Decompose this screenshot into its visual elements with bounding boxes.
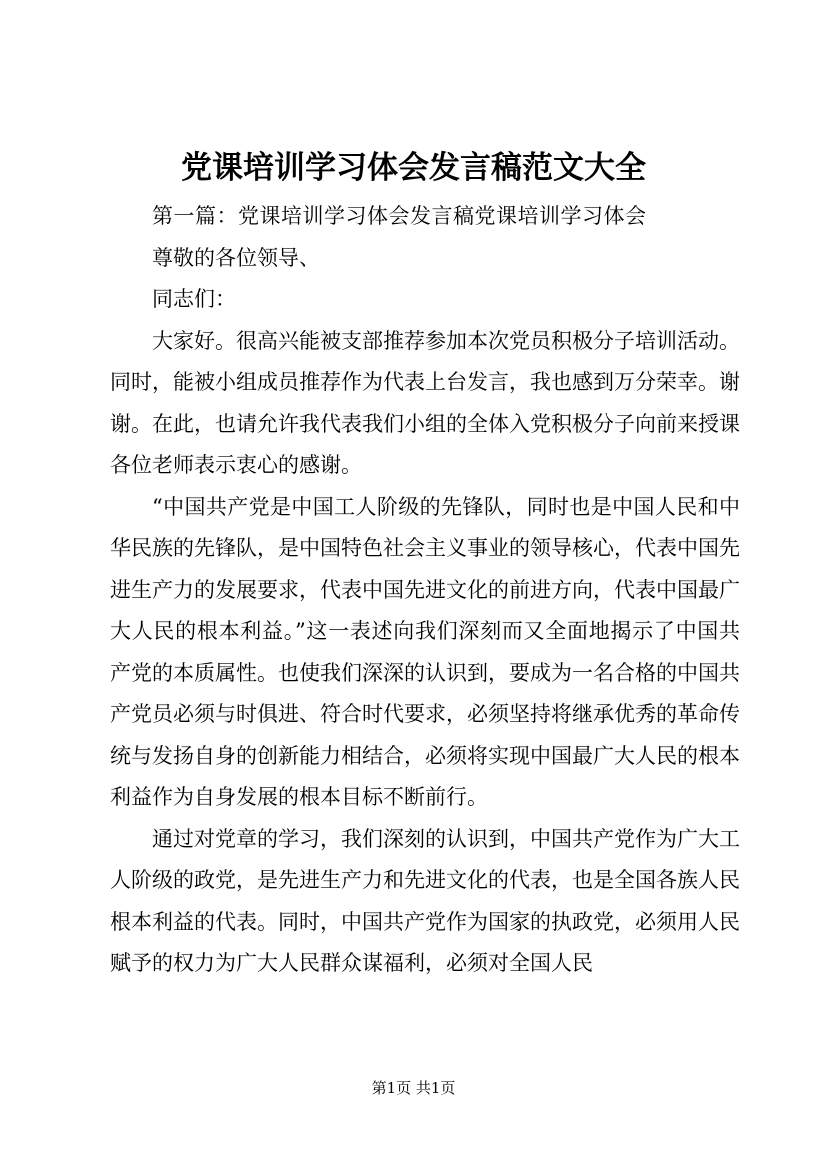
section-heading: 第一篇：党课培训学习体会发言稿党课培训学习体会: [152, 204, 647, 228]
document-title: 党课培训学习体会发言稿范文大全: [181, 150, 646, 186]
body-paragraph: “中国共产党是中国工人阶级的先锋队，同时也是中国人民和中华民族的先锋队，是中国特色社会主义事业的领导核心，代表中国先进生产力的发展要求，代表中国先进文化的前进方向，代表中国最广大人民的根本利益。”这一表述向我们深刻而又全面地揭示了中国共产党的本质属性。也使我们深深的认识到，要成为一名合格的中国共产党员必须与时俱进、符合时代要求，必须坚持将继承优秀的革命传统与发扬自身的创新能力相结合，必须将实现中国最广大人民的根本利益作为自身发展的根本目标不断前行。: [110, 494, 740, 809]
salutation-line: 尊敬的各位领导、: [152, 245, 320, 270]
body-paragraph: 通过对党章的学习，我们深刻的认识到，中国共产党作为广大工人阶级的政党，是先进生产力和先进文化的代表，也是全国各族人民根本利益的代表。同时，中国共产党作为国家的执政党，必须用人民赋予的权力为广大人民群众谋福利，必须对全国人民: [110, 826, 740, 975]
page-number-footer: 第1页 共1页: [371, 1079, 456, 1097]
document-body: [110, 196, 740, 985]
body-paragraph: 大家好。很高兴能被支部推荐参加本次党员积极分子培训活动。同时，能被小组成员推荐作为代表上台发言，我也感到万分荣幸。谢谢。在此，也请允许我代表我们小组的全体入党积极分子向前来授课各位老师表示衷心的感谢。: [110, 328, 740, 477]
salutation-line: 同志们：: [152, 287, 236, 311]
